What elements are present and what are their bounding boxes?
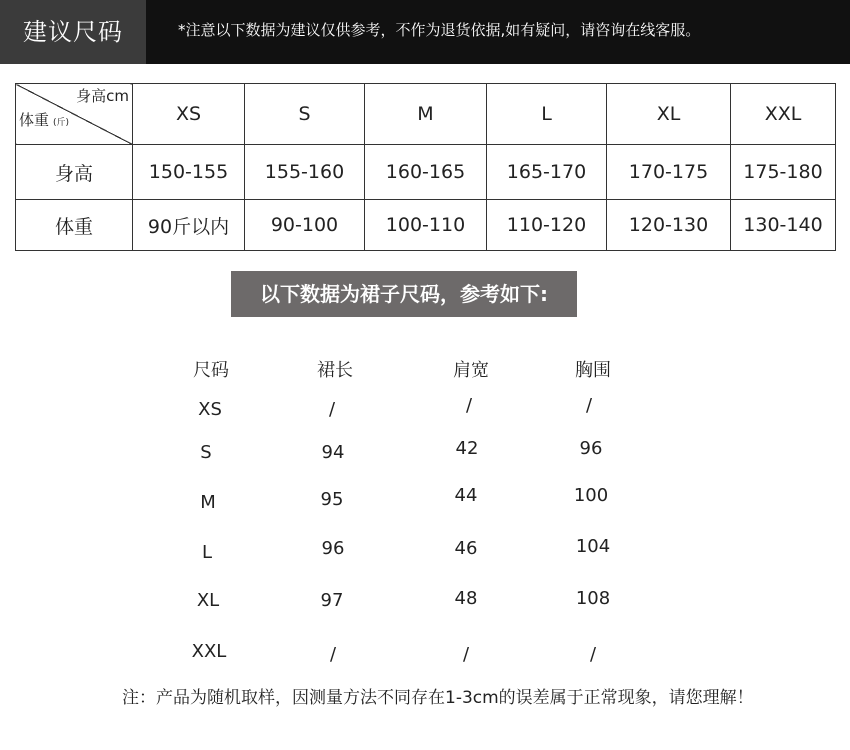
height-row xyxy=(16,145,836,200)
corner-weight-unit: (斤) xyxy=(53,118,70,128)
size-header-cell: S xyxy=(245,84,365,145)
skirt-cell-length: 97 xyxy=(320,590,344,611)
skirt-cell-bust: 100 xyxy=(573,485,609,506)
skirt-cell-bust: 96 xyxy=(579,438,603,459)
weight-row-label: 体重 xyxy=(16,200,133,251)
skirt-cell-bust: / xyxy=(585,395,593,416)
skirt-cell-length: / xyxy=(328,399,336,420)
header-note: *注意以下数据为建议仅供参考，不作为退货依据,如有疑问，请咨询在线客服。 xyxy=(178,21,701,39)
skirt-cell-size: L xyxy=(201,542,213,563)
size-header-cell: L xyxy=(487,84,607,145)
skirt-cell-bust: / xyxy=(589,644,597,665)
height-cell: 150-155 xyxy=(133,145,245,200)
skirt-header-bust: 胸围 xyxy=(575,360,611,381)
skirt-cell-size: S xyxy=(200,442,212,463)
skirt-header-size: 尺码 xyxy=(193,360,229,381)
skirt-cell-bust: 108 xyxy=(575,588,611,609)
skirt-cell-shoulder: 44 xyxy=(454,485,478,506)
height-cell: 170-175 xyxy=(607,145,731,200)
height-cell: 165-170 xyxy=(487,145,607,200)
skirt-cell-length: / xyxy=(329,644,337,665)
corner-cell xyxy=(16,84,133,145)
weight-row xyxy=(16,200,836,251)
skirt-header-length: 裙长 xyxy=(317,360,353,381)
skirt-cell-size: XXL xyxy=(191,641,227,662)
header-tag: 建议尺码 xyxy=(0,0,146,64)
weight-cell: 90斤以内 xyxy=(133,200,245,251)
skirt-cell-length: 94 xyxy=(321,442,345,463)
skirt-cell-size: M xyxy=(200,492,216,513)
recommended-size-table xyxy=(15,83,836,251)
corner-weight-text: 体重 xyxy=(19,111,50,129)
weight-cell: 90-100 xyxy=(245,200,365,251)
skirt-cell-shoulder: 46 xyxy=(454,538,478,559)
corner-height-label: 身高cm xyxy=(76,87,129,105)
skirt-cell-length: 96 xyxy=(321,538,345,559)
weight-cell: 100-110 xyxy=(365,200,487,251)
skirt-cell-size: XS xyxy=(198,399,222,420)
skirt-cell-shoulder: / xyxy=(462,644,470,665)
corner-weight-label xyxy=(19,109,69,130)
height-cell: 160-165 xyxy=(365,145,487,200)
height-cell: 175-180 xyxy=(731,145,836,200)
skirt-cell-shoulder: / xyxy=(465,395,473,416)
weight-cell: 130-140 xyxy=(731,200,836,251)
size-header-row xyxy=(16,84,836,145)
skirt-cell-shoulder: 42 xyxy=(455,438,479,459)
weight-cell: 110-120 xyxy=(487,200,607,251)
size-header-cell: XXL xyxy=(731,84,836,145)
skirt-cell-length: 95 xyxy=(320,489,344,510)
skirt-cell-size: XL xyxy=(196,590,220,611)
size-header-cell: XL xyxy=(607,84,731,145)
size-header-cell: XS xyxy=(133,84,245,145)
skirt-cell-shoulder: 48 xyxy=(454,588,478,609)
height-cell: 155-160 xyxy=(245,145,365,200)
height-row-label: 身高 xyxy=(16,145,133,200)
header-bar xyxy=(0,0,850,64)
skirt-size-banner: 以下数据为裙子尺码，参考如下: xyxy=(231,271,577,317)
skirt-cell-bust: 104 xyxy=(575,536,611,557)
size-header-cell: M xyxy=(365,84,487,145)
skirt-header-shoulder: 肩宽 xyxy=(453,360,489,381)
measurement-footnote: 注：产品为随机取样，因测量方法不同存在1-3cm的误差属于正常现象，请您理解！ xyxy=(122,688,754,708)
weight-cell: 120-130 xyxy=(607,200,731,251)
